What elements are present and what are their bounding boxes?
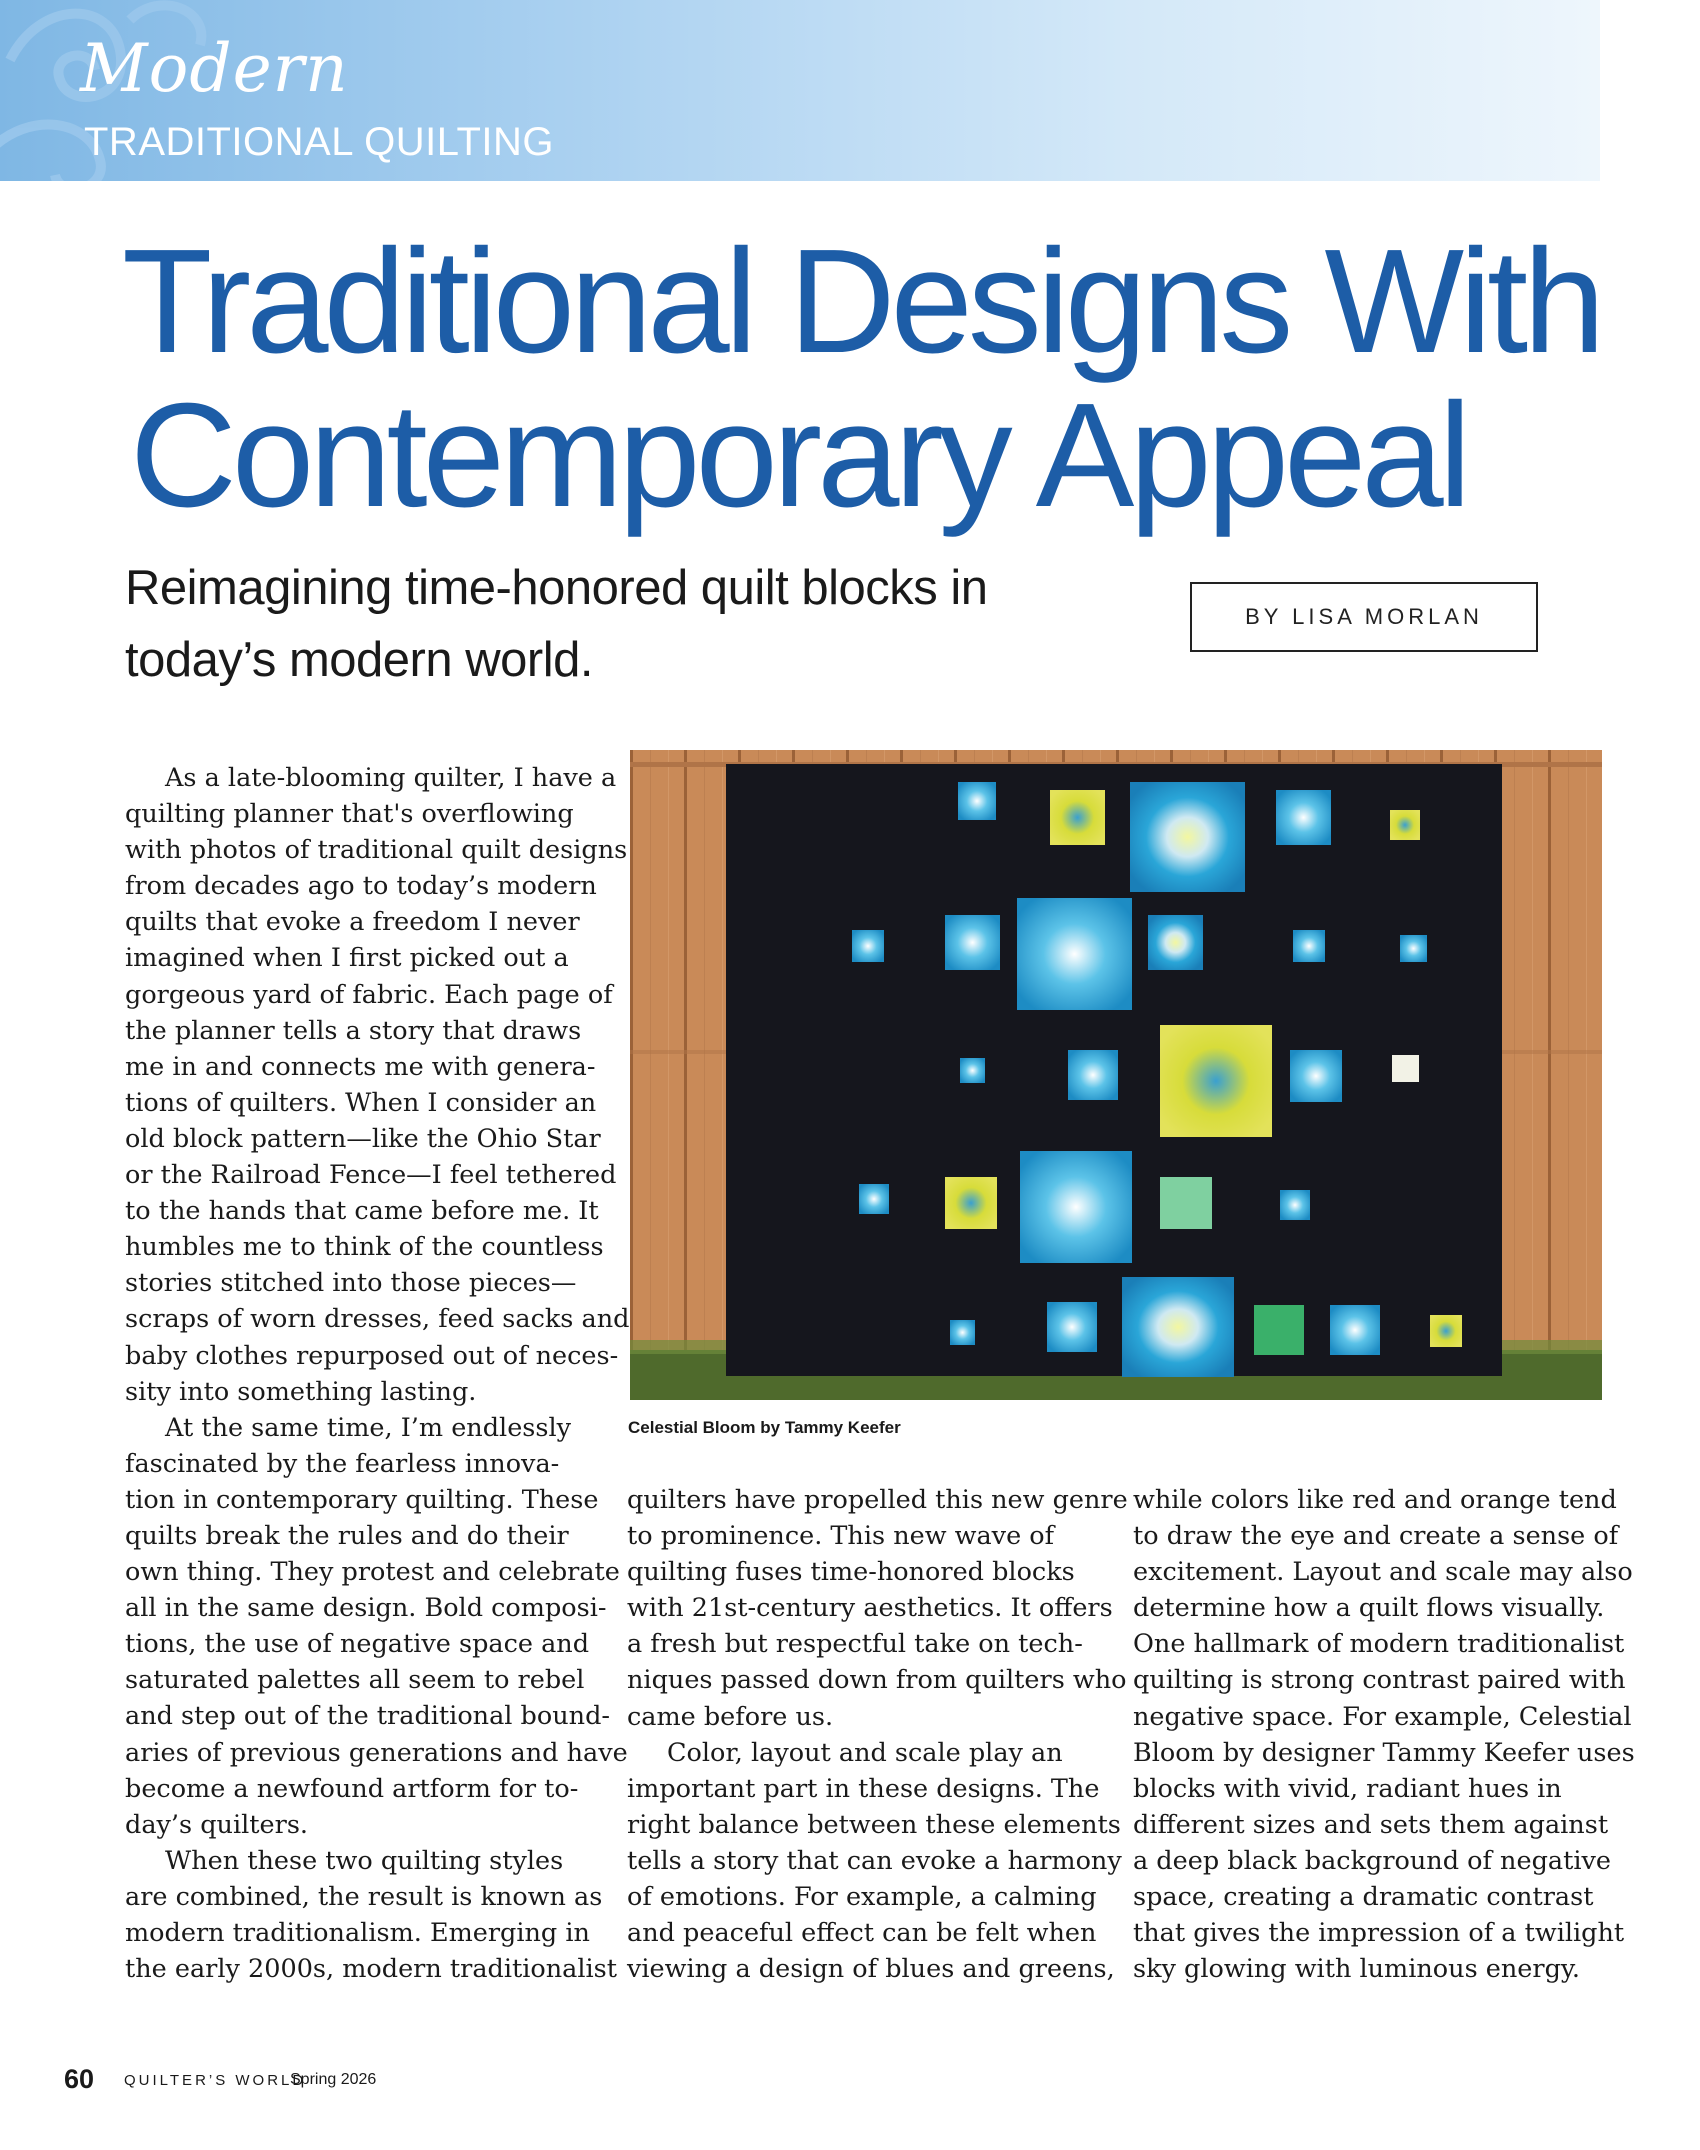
body-text-line: quilting is strong contrast paired with <box>1133 1665 1626 1696</box>
body-text-line: baby clothes repurposed out of neces- <box>125 1340 619 1371</box>
body-text-line: space, creating a dramatic contrast <box>1133 1882 1594 1913</box>
body-text-line: a fresh but respectful take on tech- <box>627 1629 1083 1660</box>
header-section-label: TRADITIONAL QUILTING <box>84 120 555 164</box>
header-script-title: Modern <box>80 30 349 107</box>
body-text-line: become a newfound artform for to- <box>125 1773 579 1804</box>
byline: BY LISA MORLAN <box>1245 604 1483 629</box>
quilt-photo <box>630 750 1602 1400</box>
body-text-line: determine how a quilt flows visually. <box>1133 1593 1605 1624</box>
body-text-line: quilting fuses time-honored blocks <box>627 1557 1075 1588</box>
body-text-line: tion in contemporary quilting. These <box>125 1484 599 1515</box>
body-text-line: of emotions. For example, a calming <box>627 1882 1097 1913</box>
body-text-line: tions of quilters. When I consider an <box>125 1087 597 1118</box>
body-text-line: aries of previous generations and have <box>125 1737 628 1768</box>
body-text-line: saturated palettes all seem to rebel <box>125 1665 585 1696</box>
body-text-line: own thing. They protest and celebrate <box>125 1557 620 1588</box>
body-text-line: to prominence. This new wave of <box>627 1521 1055 1552</box>
body-text-line: from decades ago to today’s modern <box>125 871 597 902</box>
body-text-line: a deep black background of negative <box>1133 1845 1612 1876</box>
body-text-line: tells a story that can evoke a harmony <box>627 1845 1122 1876</box>
header-band <box>0 0 1600 181</box>
body-text-line: are combined, the result is known as <box>125 1881 603 1912</box>
body-text-line: tions, the use of negative space and <box>125 1629 590 1660</box>
article-title-line-2: Contemporary Appeal <box>130 373 1467 538</box>
body-text-line: day’s quilters. <box>125 1809 309 1840</box>
body-text-line: while colors like red and orange tend <box>1133 1485 1617 1515</box>
body-column-3 <box>1133 1482 1635 1987</box>
body-text-line: stories stitched into those pieces— <box>125 1268 577 1299</box>
issue-date: Spring 2026 <box>290 2071 377 2088</box>
body-text-line: blocks with vivid, radiant hues in <box>1133 1773 1562 1804</box>
photo-caption: Celestial Bloom by Tammy Keefer <box>628 1418 901 1437</box>
body-text-line: quilting planner that's overflowing <box>125 799 574 830</box>
body-text-line: with 21st-century aesthetics. It offers <box>627 1593 1113 1624</box>
body-text-line: gorgeous yard of fabric. Each page of <box>125 979 613 1010</box>
body-text-line: all in the same design. Bold composi- <box>125 1593 607 1624</box>
quilt-photo-illustration <box>630 750 1602 1400</box>
body-text-line: quilters have propelled this new genre <box>627 1485 1128 1515</box>
body-text-line: to the hands that came before me. It <box>125 1196 599 1227</box>
body-column-2 <box>627 1482 1128 1987</box>
body-text-line: quilts that evoke a freedom I never <box>125 907 580 938</box>
body-text-line: came before us. <box>627 1701 834 1732</box>
byline-box <box>1190 582 1538 652</box>
article-title-line-1: Traditional Designs With <box>122 219 1601 384</box>
body-text-line: viewing a design of blues and greens, <box>627 1954 1115 1985</box>
body-text-line: niques passed down from quilters who <box>627 1665 1127 1696</box>
body-text-line: the early 2000s, modern traditionalist <box>125 1954 618 1985</box>
body-text-line: or the Railroad Fence—I feel tethered <box>125 1160 617 1191</box>
body-text-line: with photos of traditional quilt designs <box>125 835 628 866</box>
body-text-line: to draw the eye and create a sense of <box>1133 1521 1619 1552</box>
body-text-line: At the same time, I’m endlessly <box>165 1412 572 1443</box>
body-text-line: sity into something lasting. <box>125 1376 477 1407</box>
body-text-line: As a late-blooming quilter, I have a <box>165 763 617 793</box>
magazine-name: QUILTER’S WORLD <box>124 2072 307 2089</box>
body-text-line: me in and connects me with genera- <box>125 1051 596 1082</box>
body-text-line: sky glowing with luminous energy. <box>1133 1954 1581 1985</box>
body-text-line: excitement. Layout and scale may also <box>1133 1557 1633 1588</box>
article-subtitle-line-1: Reimagining time-honored quilt blocks in <box>125 561 988 615</box>
body-text-line: different sizes and sets them against <box>1133 1809 1609 1840</box>
article-subtitle-line-2: today’s modern world. <box>125 633 593 687</box>
body-text-line: quilts break the rules and do their <box>125 1520 569 1551</box>
body-text-line: and peaceful effect can be felt when <box>627 1918 1097 1949</box>
body-text-line: humbles me to think of the countless <box>125 1232 604 1263</box>
body-text-line: negative space. For example, Celestial <box>1133 1701 1632 1732</box>
body-text-line: Bloom by designer Tammy Keefer uses <box>1133 1737 1635 1768</box>
body-text-line: imagined when I first picked out a <box>125 943 569 974</box>
body-text-line: that gives the impression of a twilight <box>1133 1918 1625 1949</box>
body-text-line: and step out of the traditional bound- <box>125 1701 611 1732</box>
body-column-1 <box>125 760 630 1987</box>
body-text-line: important part in these designs. The <box>627 1773 1100 1804</box>
body-text-line: Color, layout and scale play an <box>667 1737 1063 1768</box>
page-number: 60 <box>64 2064 95 2094</box>
body-text-line: modern traditionalism. Emerging in <box>125 1918 590 1948</box>
body-text-line: old block pattern—like the Ohio Star <box>125 1123 601 1154</box>
body-text-line: fascinated by the fearless innova- <box>125 1448 560 1479</box>
body-text-line: right balance between these elements <box>627 1809 1121 1840</box>
body-text-line: One hallmark of modern traditionalist <box>1133 1629 1625 1660</box>
body-text-line: When these two quilting styles <box>165 1845 564 1876</box>
body-text-line: scraps of worn dresses, feed sacks and <box>125 1304 630 1335</box>
body-text-line: the planner tells a story that draws <box>125 1015 582 1046</box>
